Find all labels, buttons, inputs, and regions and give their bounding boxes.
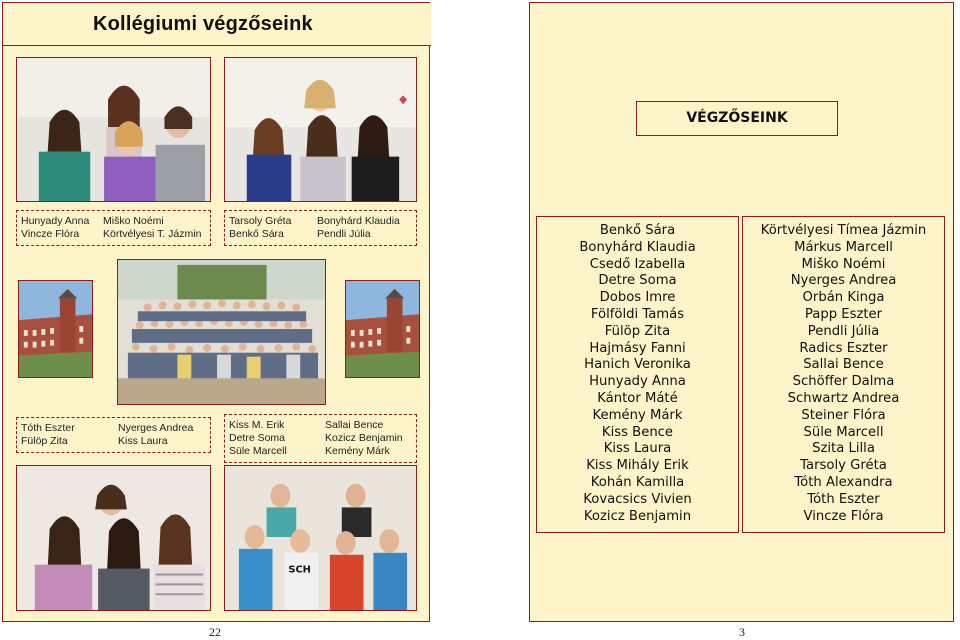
right-page [529, 2, 954, 622]
name-list-item: Kozicz Benjamin [583, 508, 692, 524]
name-list-item: Schöffer Dalma [792, 374, 895, 390]
page-number-left: 22 [209, 625, 221, 639]
name-list-item: Hunyady Anna [589, 374, 686, 390]
name-list-item: Fülöp Zita [604, 323, 671, 339]
caption-name: Tóth Eszter [21, 422, 75, 434]
caption-name: Kiss Laura [118, 435, 168, 447]
name-list-item: Tóth Alexandra [794, 474, 893, 490]
name-list-item: Kántor Máté [597, 390, 678, 406]
name-list-item: Süle Marcell [803, 424, 884, 440]
caption-top-left [16, 210, 211, 246]
name-list-column-1 [536, 216, 739, 533]
svg-text:SCH: SCH [288, 564, 311, 576]
caption-name: Tarsoly Gréta [229, 215, 292, 227]
title-box [3, 3, 431, 46]
caption-name: Kemény Márk [325, 445, 390, 457]
class-group-photo [117, 259, 326, 405]
caption-mid-left [16, 417, 211, 453]
section-heading: VÉGZŐSEINK [636, 101, 838, 136]
name-list-item: Orbán Kinga [802, 290, 885, 306]
caption-name: Kiss M. Erik [229, 419, 285, 431]
caption-name: Süle Marcell [229, 445, 287, 457]
name-list-item: Kohán Kamilla [590, 474, 685, 490]
caption-name: Körtvélyesi T. Jázmin [103, 228, 202, 240]
building-photo-right [345, 280, 420, 378]
name-list-item: Kemény Márk [592, 407, 683, 423]
caption-name: Fülöp Zita [21, 435, 68, 447]
page-number-right: 3 [739, 625, 745, 639]
name-list-item: Márkus Marcell [794, 239, 893, 255]
caption-name: Miško Noémi [103, 215, 164, 227]
name-list-item: Steiner Flóra [801, 407, 886, 423]
name-list-item: Vincze Flóra [803, 508, 884, 524]
name-list-item: Nyerges Andrea [790, 273, 897, 289]
name-list-item: Hajmásy Fanni [589, 340, 686, 356]
name-list-item: Kovacsics Vivien [583, 491, 692, 507]
caption-top-right [224, 210, 417, 246]
name-list-item: Fölföldi Tamás [590, 306, 685, 322]
caption-name: Vincze Flóra [21, 228, 80, 240]
caption-name: Hunyady Anna [21, 215, 90, 227]
name-list-item: Schwartz Andrea [787, 390, 900, 406]
name-list-item: Hanich Veronika [584, 357, 691, 373]
caption-name: Detre Soma [229, 432, 286, 444]
group-photo-bottom-right [224, 465, 417, 611]
caption-name: Bonyhárd Klaudia [317, 215, 400, 227]
page-title: Kollégiumi végzőseink [93, 13, 313, 35]
name-list-item: Körtvélyesi Tímea Jázmin [760, 223, 927, 238]
name-list-item: Detre Soma [598, 273, 677, 289]
caption-name: Benkő Sára [229, 228, 284, 240]
name-list-item: Papp Eszter [804, 306, 883, 322]
group-photo-bottom-left [16, 465, 211, 611]
name-list-item: Dobos Imre [599, 290, 676, 306]
name-list-column-2 [742, 216, 945, 533]
caption-name: Nyerges Andrea [118, 422, 194, 434]
name-list-item: Kiss Bence [601, 424, 674, 440]
name-list-item: Radics Eszter [799, 340, 888, 356]
name-list-item: Csedő Izabella [589, 256, 686, 272]
caption-name: Sallai Bence [325, 419, 384, 431]
group-photo-top-left [16, 57, 211, 202]
name-list-item: Benkő Sára [599, 223, 676, 238]
name-list-item: Miško Noémi [801, 256, 886, 272]
name-list-item: Kiss Laura [603, 441, 672, 457]
left-page [2, 2, 430, 622]
name-list-item: Pendli Júlia [807, 323, 880, 339]
name-list-item: Tarsoly Gréta [800, 458, 887, 474]
name-list-item: Sallai Bence [803, 357, 884, 373]
name-list-item: Tóth Eszter [807, 491, 880, 507]
name-list-item: Szita Lilla [812, 441, 875, 457]
name-list-item: Bonyhárd Klaudia [579, 239, 696, 255]
caption-mid-right [224, 414, 417, 463]
caption-name: Kozicz Benjamin [325, 432, 403, 444]
name-list-item: Kiss Mihály Erik [586, 458, 689, 474]
caption-name: Pendli Júlia [317, 228, 371, 240]
group-photo-top-right [224, 57, 417, 202]
building-photo-left [18, 280, 93, 378]
